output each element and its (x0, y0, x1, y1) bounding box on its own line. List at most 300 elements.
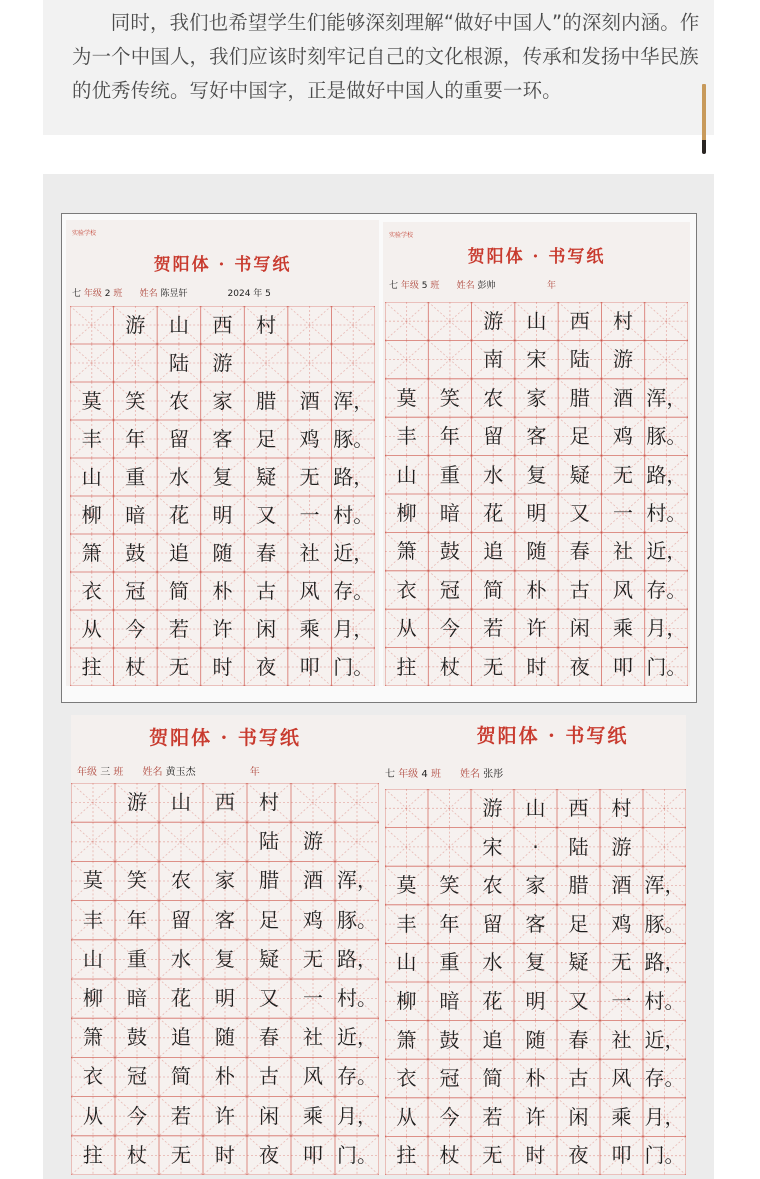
poem-character (70, 344, 114, 382)
poem-character: 莫 (396, 873, 417, 898)
poem-line (385, 828, 686, 867)
poem-character: 社 (611, 1027, 632, 1052)
poem-character (244, 344, 288, 382)
poem-character: 闲 (568, 1104, 589, 1129)
poem-line (71, 822, 379, 861)
poem-line (385, 417, 688, 455)
poem-line (71, 783, 379, 822)
poem-character: 风 (613, 577, 634, 602)
poem-character: 足 (569, 424, 590, 449)
poem-character (643, 789, 686, 828)
poem-character: 追 (171, 1025, 191, 1050)
poem-character: 叩 (613, 654, 634, 679)
poem-character: 又 (259, 986, 279, 1010)
poem-character: 丰 (83, 907, 103, 932)
poem-line (71, 979, 379, 1018)
poem-character: 又 (568, 989, 589, 1013)
class-label: 班 (113, 767, 124, 778)
poem-character (331, 306, 375, 344)
poem-character: 豚。 (646, 424, 687, 449)
poem-character: 腊 (256, 389, 277, 413)
poem-line (385, 648, 688, 686)
poem-line (385, 905, 686, 944)
poem-character: 时 (525, 1143, 546, 1168)
poem-character: 暗 (439, 501, 460, 525)
poem-character: 鸡 (299, 427, 320, 451)
poem-character: 存。 (646, 577, 687, 602)
poem-character (335, 783, 379, 822)
poem-character: 村。 (333, 503, 374, 527)
poem-character: 陆 (569, 347, 590, 372)
poem-character: 西 (215, 790, 235, 814)
poem-character: 古 (568, 1066, 589, 1091)
poem-character: 留 (171, 907, 191, 932)
poem-character: 村 (611, 796, 632, 820)
poem-character: 西 (568, 796, 589, 820)
poem-character: 重 (439, 462, 460, 487)
poem-character: 时 (215, 1142, 235, 1167)
poem-character: 年 (125, 427, 146, 451)
poem-character: 游 (303, 829, 323, 854)
poem-character (291, 783, 335, 822)
intro-paragraph: 同时，我们也希望学生们能够深刻理解“做好中国人”的深刻内涵。作为一个中国人，我们应该时刻牢记自己的文化根源，传承和发扬中华民族的优秀传统。写好中国字，正是做好中国人的重要一环。 (72, 11, 700, 102)
poem-character (428, 789, 471, 828)
poem-character: 家 (526, 385, 547, 410)
poem-character: 从 (83, 1103, 103, 1128)
poem-character: 农 (483, 385, 504, 410)
poem-character: 年 (127, 907, 147, 932)
poem-character: 腊 (569, 385, 590, 410)
poem-character: 近， (644, 1027, 685, 1052)
date-value: 2024 年 5 (227, 289, 271, 299)
poem-line (71, 940, 379, 979)
poem-character: 无 (168, 655, 189, 679)
poem-character: 闲 (569, 616, 590, 641)
poem-character: 社 (299, 541, 320, 565)
poem-character: 宋 (526, 347, 547, 372)
poem-character: 莫 (396, 385, 417, 410)
poem-character: 游 (613, 347, 634, 372)
poem-character: 游 (125, 313, 146, 337)
poem-character: 杖 (439, 1143, 460, 1168)
poem-line (70, 534, 375, 572)
poem-character (645, 340, 688, 378)
poem-character: 简 (171, 1064, 191, 1089)
writing-sheet-4 (379, 715, 686, 1175)
grade-label: 年级 (400, 281, 419, 291)
poem-character (385, 340, 428, 378)
class-value: 4 (421, 769, 428, 780)
poem-character: 时 (212, 655, 233, 679)
poem-character: 若 (482, 1104, 503, 1129)
poem-character: 存。 (337, 1064, 377, 1089)
class-value: 2 (104, 289, 111, 299)
poem-character: 随 (526, 539, 547, 564)
poem-character (331, 344, 375, 382)
poem-character: 社 (613, 539, 634, 564)
poem-character: 闲 (256, 617, 277, 641)
poem-character: 鼓 (439, 539, 460, 564)
poem-character: 花 (483, 501, 504, 525)
poem-character (159, 822, 203, 861)
poem-line (385, 609, 688, 647)
poem-character: 门。 (646, 654, 687, 679)
poem-character: 无 (171, 1142, 191, 1167)
student-name: 张彤 (483, 769, 504, 780)
poem-character: 冠 (125, 579, 146, 603)
poem-character: 无 (299, 465, 320, 489)
poem-character: 鼓 (439, 1027, 460, 1052)
poem-character (428, 340, 471, 378)
poem-character: 鼓 (127, 1025, 147, 1050)
poem-character: 门。 (644, 1143, 685, 1168)
poem-grid (385, 302, 688, 686)
poem-character: 杖 (127, 1142, 147, 1167)
poem-character: 酒 (611, 873, 632, 898)
poem-character: 夜 (259, 1142, 279, 1167)
poem-character: 酒 (299, 389, 320, 413)
poem-character: 莫 (83, 868, 103, 893)
name-label: 姓名 (460, 769, 481, 780)
poem-character: 月， (333, 617, 374, 641)
poem-character: 足 (256, 427, 277, 451)
poem-line (70, 344, 375, 382)
poem-line (71, 861, 379, 900)
poem-character: 又 (569, 501, 590, 525)
grade-value: 七 (72, 289, 82, 299)
poem-character: 箫 (81, 541, 102, 565)
poem-character: 近， (333, 541, 374, 565)
poem-character: 明 (215, 986, 235, 1010)
poem-character: 路， (646, 462, 687, 487)
poem-character: 宋 (482, 834, 503, 859)
poem-character: 拄 (396, 1143, 417, 1168)
poem-character (428, 828, 471, 867)
poem-character: 花 (482, 989, 503, 1013)
poem-line (385, 789, 686, 828)
poem-character: 丰 (396, 424, 417, 449)
poem-character: 陆 (259, 829, 279, 854)
poem-character: 农 (168, 389, 189, 413)
poem-character: 夜 (568, 1143, 589, 1168)
poem-character (114, 344, 158, 382)
student-name: 黄玉杰 (165, 767, 196, 778)
poem-line (70, 420, 375, 458)
brush-handle (702, 84, 706, 142)
name-label: 姓名 (142, 767, 163, 778)
poem-character: 冠 (439, 577, 460, 602)
poem-line (385, 494, 688, 532)
poem-character: 客 (215, 907, 235, 932)
poem-character: 无 (613, 462, 634, 487)
poem-line (385, 1098, 686, 1137)
grade-label: 年级 (398, 769, 419, 780)
poem-character: 山 (526, 309, 547, 333)
writing-sheet-3 (71, 715, 379, 1175)
sheet-title: 贺阳体 · 书写纸 (153, 255, 292, 275)
brush-tip (702, 140, 706, 154)
poem-grid (385, 789, 686, 1175)
name-label: 姓名 (139, 289, 158, 299)
poem-character: 鸡 (613, 424, 634, 449)
poem-character: 叩 (299, 655, 320, 679)
student-name: 彭帅 (477, 281, 496, 291)
poem-character: 乘 (613, 616, 634, 641)
poem-character: 水 (168, 465, 189, 489)
poem-character: 南 (483, 347, 504, 372)
poem-character: 游 (483, 309, 504, 333)
poem-character: 复 (525, 950, 546, 975)
poem-character: 夜 (569, 654, 590, 679)
poem-character: 山 (396, 462, 417, 487)
poem-character: 留 (483, 424, 504, 449)
poem-character: 存。 (644, 1066, 685, 1091)
poem-grid (70, 306, 375, 686)
poem-character (203, 822, 247, 861)
poem-character: 从 (81, 617, 102, 641)
poem-character: 衣 (396, 577, 417, 602)
poem-character: 笑 (439, 873, 460, 898)
poem-character: 路， (333, 465, 374, 489)
poem-character: 若 (483, 616, 504, 641)
poem-character: 门。 (333, 655, 374, 679)
poem-line (71, 1097, 379, 1136)
poem-character: 豚。 (337, 907, 377, 932)
poem-character: 叩 (611, 1143, 632, 1168)
poem-character: 足 (259, 907, 279, 932)
poem-character: 疑 (569, 462, 590, 487)
intro-text-card (43, 0, 714, 135)
poem-character: 村 (613, 309, 634, 333)
poem-character (288, 306, 332, 344)
name-label: 姓名 (456, 281, 475, 291)
poem-character: 游 (127, 790, 147, 814)
poem-character: 重 (439, 950, 460, 975)
class-value: 三 (100, 767, 111, 778)
sheet-title: 贺阳体 · 书写纸 (476, 725, 629, 747)
poem-character: 陆 (568, 834, 589, 859)
poem-character (643, 828, 686, 867)
class-label: 班 (430, 281, 440, 291)
poem-line (385, 340, 688, 378)
poem-line (70, 306, 375, 344)
poem-character: 闲 (259, 1103, 279, 1128)
poem-character: 明 (212, 503, 233, 527)
poem-character: 存。 (333, 579, 374, 603)
poem-character: · (532, 834, 539, 859)
poem-character: 无 (483, 654, 504, 679)
poem-character: 古 (259, 1064, 279, 1089)
poem-character: 水 (171, 946, 191, 971)
poem-character: 许 (215, 1103, 235, 1128)
poem-character (385, 828, 428, 867)
poem-character: 村。 (644, 989, 685, 1013)
poem-character: 丰 (396, 911, 417, 936)
poem-character: 春 (256, 541, 277, 565)
poem-character: 今 (127, 1103, 147, 1128)
poem-character: 衣 (396, 1066, 417, 1091)
poem-character: 一 (611, 989, 632, 1013)
poem-character: 游 (482, 796, 503, 820)
poem-line (71, 1136, 379, 1175)
poem-character: 笑 (127, 868, 147, 893)
poem-character: 社 (303, 1025, 323, 1050)
poem-character: 冠 (439, 1066, 460, 1091)
poem-character: 酒 (613, 385, 634, 410)
poem-character: 若 (171, 1103, 191, 1128)
poem-character: 箫 (396, 1027, 417, 1052)
poem-character: 无 (611, 950, 632, 975)
poem-line (70, 496, 375, 534)
brush-icon (702, 84, 706, 154)
poem-character: 随 (525, 1027, 546, 1052)
poem-character: 乘 (611, 1104, 632, 1129)
poem-character: 年 (439, 911, 460, 936)
poem-character: 朴 (212, 579, 233, 603)
poem-character: 杖 (439, 654, 460, 679)
poem-character: 笑 (125, 389, 146, 413)
poem-line (385, 456, 688, 494)
poem-line (70, 382, 375, 420)
poem-line (71, 1018, 379, 1057)
poem-character: 箫 (396, 539, 417, 564)
poem-character: 丰 (81, 427, 102, 451)
poem-character (71, 822, 115, 861)
poem-line (385, 532, 688, 570)
poem-character: 今 (125, 617, 146, 641)
writing-sheet-2 (383, 222, 690, 686)
poem-character: 叩 (303, 1142, 323, 1167)
poem-character: 从 (396, 616, 417, 641)
poem-character: 路， (337, 946, 377, 971)
poem-character: 朴 (525, 1066, 546, 1091)
poem-character (385, 789, 428, 828)
poem-character (71, 783, 115, 822)
poem-character: 春 (569, 539, 590, 564)
poem-line (385, 943, 686, 982)
sheet-title: 贺阳体 · 书写纸 (467, 247, 606, 267)
poem-character: 拄 (396, 654, 417, 679)
poem-character: 浑， (337, 868, 377, 893)
poem-character: 春 (568, 1027, 589, 1052)
poem-character: 时 (526, 654, 547, 679)
poem-character: 追 (482, 1027, 503, 1052)
poem-character: 腊 (568, 873, 589, 898)
poem-character: 暗 (439, 989, 460, 1013)
poem-character: 简 (482, 1066, 503, 1091)
student-name: 陈昱轩 (160, 289, 188, 299)
poem-character: 复 (215, 946, 235, 971)
poem-character: 腊 (259, 868, 279, 893)
poem-character: 春 (259, 1025, 279, 1050)
sheet-meta (72, 286, 373, 299)
poem-character: 柳 (396, 989, 417, 1013)
poem-character: 暗 (125, 503, 146, 527)
grade-label: 年级 (83, 289, 102, 299)
school-logo: 实验学校 (72, 230, 97, 237)
poem-character: 山 (396, 950, 417, 975)
poem-character: 复 (212, 465, 233, 489)
poem-line (385, 1021, 686, 1060)
poem-character: 风 (303, 1064, 323, 1089)
poem-line (385, 302, 688, 340)
poem-character: 游 (212, 351, 233, 375)
poem-character: 浑， (333, 389, 374, 413)
poem-character: 风 (299, 579, 320, 603)
poem-character: 路， (644, 950, 685, 975)
poem-character: 家 (212, 389, 233, 413)
poem-character: 月， (646, 616, 687, 641)
poem-character: 山 (81, 465, 102, 489)
poem-character: 疑 (259, 946, 279, 971)
poem-character: 无 (303, 946, 323, 971)
poem-character: 箫 (83, 1025, 103, 1050)
poem-character: 又 (256, 503, 277, 527)
poem-character: 简 (483, 577, 504, 602)
poem-character: 门。 (337, 1142, 377, 1167)
poem-character: 许 (526, 616, 547, 641)
poem-character: 今 (439, 1104, 460, 1129)
poem-character: 年 (439, 424, 460, 449)
class-value: 5 (421, 281, 428, 291)
poem-character: 豚。 (644, 911, 685, 936)
poem-character: 农 (482, 873, 503, 898)
poem-line (71, 901, 379, 940)
poem-character: 明 (526, 501, 547, 525)
poem-character: 今 (439, 616, 460, 641)
poem-character: 暗 (127, 986, 147, 1010)
poem-character: 冠 (127, 1064, 147, 1089)
sheet-meta (389, 278, 684, 291)
poem-character (288, 344, 332, 382)
poem-character: 拄 (81, 655, 102, 679)
poem-character: 笑 (439, 385, 460, 410)
class-label: 班 (430, 769, 441, 780)
poem-character: 水 (482, 950, 503, 975)
poem-character: 杖 (125, 655, 146, 679)
poem-line (385, 571, 688, 609)
poem-character: 明 (525, 989, 546, 1013)
writing-sheet-1 (66, 220, 379, 686)
poem-character: 山 (168, 313, 189, 337)
poem-line (385, 866, 686, 905)
poem-character: 西 (212, 313, 233, 337)
poem-character: 村 (256, 313, 277, 337)
poem-character: 疑 (568, 950, 589, 975)
poem-character (335, 822, 379, 861)
poem-character: 鼓 (125, 541, 146, 565)
poem-character: 足 (568, 911, 589, 936)
poem-character: 复 (526, 462, 547, 487)
poem-character: 古 (569, 577, 590, 602)
poem-line (70, 572, 375, 610)
poem-character: 随 (215, 1025, 235, 1050)
class-label: 班 (113, 289, 123, 299)
poem-character: 留 (168, 427, 189, 451)
poem-character: 农 (171, 868, 191, 893)
poem-character: 夜 (256, 655, 277, 679)
poem-character: 随 (212, 541, 233, 565)
poem-character: 简 (168, 579, 189, 603)
poem-character: 柳 (396, 501, 417, 525)
poem-character: 追 (168, 541, 189, 565)
poem-character: 若 (168, 617, 189, 641)
poem-character: 朴 (526, 577, 547, 602)
poem-line (70, 648, 375, 686)
poem-character: 陆 (168, 351, 189, 375)
poem-character: 家 (525, 873, 546, 898)
poem-line (70, 458, 375, 496)
